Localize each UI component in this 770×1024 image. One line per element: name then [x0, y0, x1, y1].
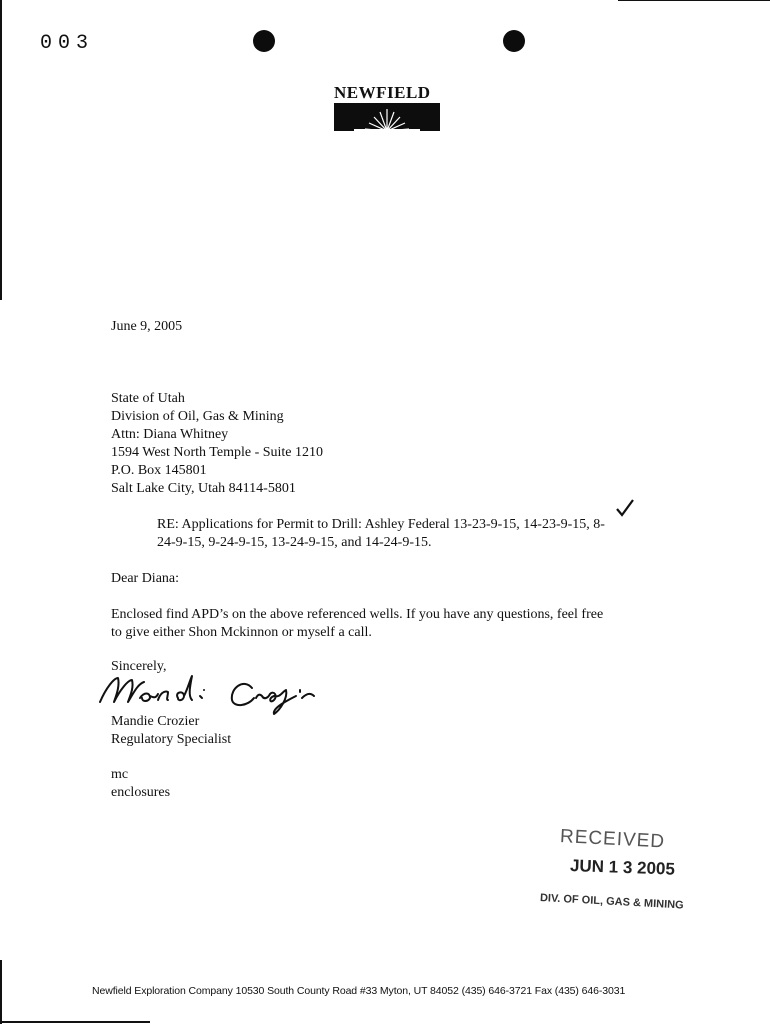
re-line: RE: Applications for Permit to Drill: Ashley Federal 13-23-9-15, 14-23-9-15, 8-	[157, 517, 605, 532]
punch-hole-left	[253, 30, 275, 52]
re-line: 24-9-15, 9-24-9-15, 13-24-9-15, and 14-24-9-15.	[157, 535, 432, 550]
closing: Sincerely,	[111, 659, 167, 674]
salutation: Dear Diana:	[111, 571, 180, 586]
typist-initials: mc	[111, 767, 129, 782]
company-logo-sunburst	[334, 103, 440, 131]
scan-edge-left	[0, 0, 2, 300]
body-line: to give either Shon Mckinnon or myself a call.	[111, 625, 372, 640]
recipient-line: Attn: Diana Whitney	[111, 427, 229, 442]
enclosures-note: enclosures	[111, 785, 171, 800]
page-number: 003	[40, 32, 95, 55]
scan-edge-left-lower	[0, 960, 2, 1024]
scan-edge-bottom	[0, 1021, 150, 1023]
checkmark-icon	[614, 497, 636, 519]
received-stamp	[539, 826, 760, 912]
recipient-line: 1594 West North Temple - Suite 1210	[111, 445, 324, 460]
recipient-line: Division of Oil, Gas & Mining	[111, 409, 284, 424]
recipient-line: Salt Lake City, Utah 84114-5801	[111, 481, 296, 496]
letter-body	[111, 606, 603, 642]
signer-title: Regulatory Specialist	[111, 732, 232, 747]
re-subject	[157, 516, 605, 552]
punch-hole-right	[503, 30, 525, 52]
letterhead-footer: Newfield Exploration Company 10530 South County Road #33 Myton, UT 84052 (435) 646-3721 Fax (435) 646-3031	[92, 985, 626, 997]
stamp-date: JUN 1 3 2005	[569, 856, 676, 879]
stamp-received-label: RECEIVED	[559, 826, 666, 853]
recipient-line: P.O. Box 145801	[111, 463, 207, 478]
signer-block	[111, 713, 231, 749]
handwritten-signature	[92, 668, 322, 718]
body-line: Enclosed find APD’s on the above referenced wells. If you have any questions, feel free	[111, 607, 604, 622]
company-logo-text: NEWFIELD	[334, 83, 431, 102]
letter-date: June 9, 2005	[111, 319, 183, 334]
sunburst-icon	[334, 103, 440, 131]
scan-edge-top	[618, 0, 770, 1]
signer-name: Mandie Crozier	[111, 714, 200, 729]
stamp-office: DIV. OF OIL, GAS & MINING	[539, 892, 684, 912]
recipient-line: State of Utah	[111, 391, 185, 406]
initials-block	[111, 766, 170, 802]
recipient-address	[111, 390, 323, 498]
